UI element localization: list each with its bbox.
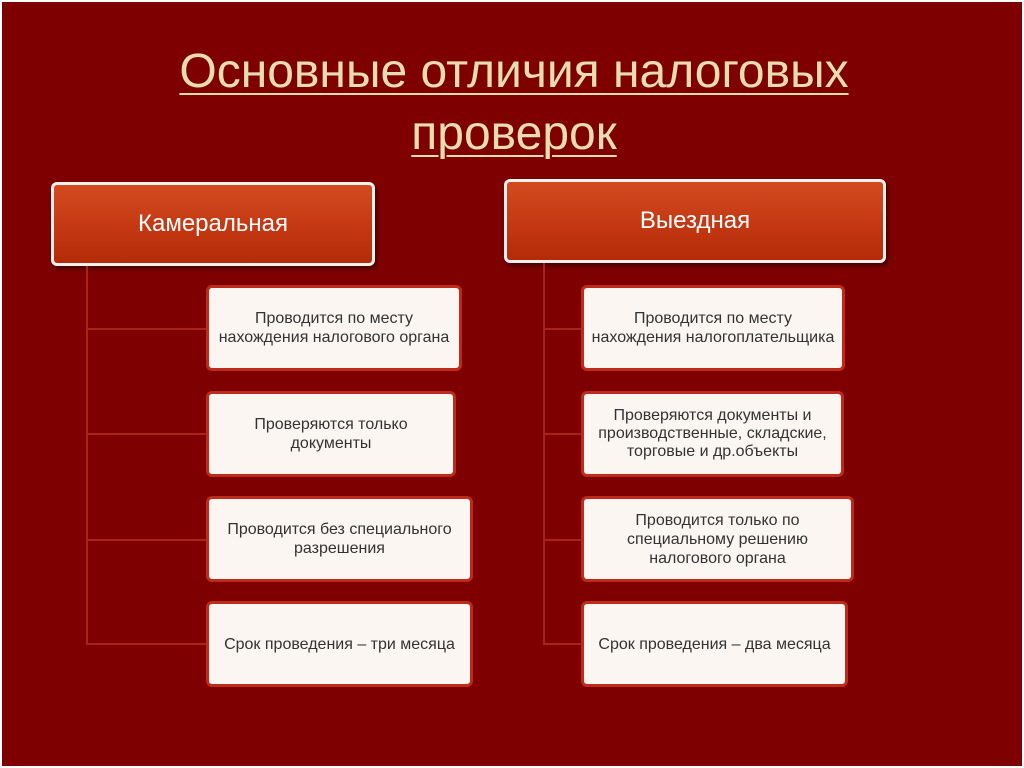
left-item-4: Срок проведения – три месяца [206,601,473,687]
slide-title-line1: Основные отличия налоговых [179,45,849,98]
left-item-3: Проводится без специального разрешения [206,496,473,582]
connector-trunk-right [543,263,545,644]
connector-branch-left-4 [86,643,208,645]
left-item-2: Проверяются только документы [206,391,456,477]
slide-background [2,2,1022,766]
connector-branch-right-4 [543,643,583,645]
connector-branch-right-2 [543,433,583,435]
connector-trunk-left [86,266,88,644]
connector-branch-right-1 [543,328,583,330]
connector-branch-left-2 [86,433,208,435]
right-item-3: Проводится только по специальному решению налогового органа [581,496,854,582]
header-vyezdnaya: Выездная [504,179,886,263]
left-item-1: Проводится по месту нахождения налогового органа [206,285,462,371]
slide-title-line2: проверок [411,107,617,160]
right-item-4: Срок проведения – два месяца [581,601,848,687]
right-item-1: Проводится по месту нахождения налогоплательщика [581,285,845,371]
connector-branch-left-1 [86,328,208,330]
right-item-2: Проверяются документы и производственные, складские, торговые и др.объекты [581,391,844,477]
connector-branch-right-3 [543,539,583,541]
header-kameralnaya: Камеральная [51,182,375,266]
connector-branch-left-3 [86,539,208,541]
